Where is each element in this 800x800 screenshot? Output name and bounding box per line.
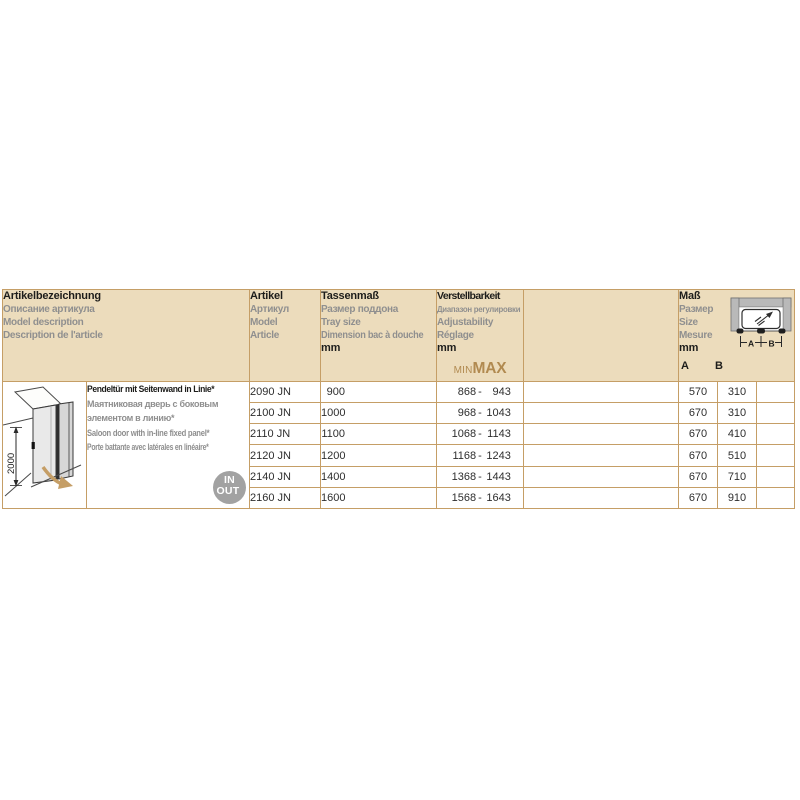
dimension-a-cell: 670: [679, 424, 718, 445]
product-drawing-cell: [3, 382, 87, 509]
door-handle: [32, 442, 35, 449]
dimension-a-cell: 670: [679, 487, 718, 508]
in-out-badge-in: IN: [223, 474, 236, 486]
dimension-a-cell: 670: [679, 445, 718, 466]
range-min: 1368: [451, 470, 477, 483]
header-cell-spacer: [524, 290, 679, 382]
article-number: 2120 JN: [250, 449, 291, 462]
article-cell: [250, 382, 321, 403]
dimension-b-cell: 710: [718, 466, 757, 487]
size-subcolumn-labels: [679, 356, 794, 374]
article-cell: [250, 466, 321, 487]
dimension-b-cell: 910: [718, 487, 757, 508]
table-header: [3, 290, 795, 382]
spacer-cell: [524, 466, 679, 487]
header-description-fr: Description de l'article: [3, 330, 103, 341]
header-size-en: Size: [679, 317, 698, 328]
table-body: [3, 382, 795, 509]
dimension-a-label: A: [748, 338, 755, 349]
product-name-ru: Маятниковая дверь с боковым элементом в линию*: [87, 398, 219, 423]
header-adjust-de: Verstellbarkeit: [437, 290, 500, 302]
header-article-ru: Артикул: [250, 304, 289, 315]
article-number: 2160 JN: [250, 491, 291, 504]
adjustability-cell: [437, 487, 524, 508]
dimension-b-cell: 310: [718, 382, 757, 403]
header-description-en: Model description: [3, 317, 84, 328]
range-max: 1643: [486, 491, 511, 504]
range-separator: -: [478, 386, 482, 399]
range-min: 1568: [451, 491, 477, 504]
tray-size-value: 1200: [321, 449, 346, 462]
plan-wall-top: [731, 298, 791, 307]
in-out-badge: [213, 471, 246, 504]
article-cell: [250, 403, 321, 424]
header-tray-en: Tray size: [321, 317, 361, 328]
header-cell-tray-size: [321, 290, 437, 382]
range-separator: -: [478, 470, 482, 483]
tray-size-value: 1000: [321, 407, 346, 420]
article-number: 2140 JN: [250, 470, 291, 483]
range-max: 1243: [486, 449, 511, 462]
header-row: [3, 290, 795, 382]
dimension-b-cell: 510: [718, 445, 757, 466]
tray-size-cell: [321, 445, 437, 466]
plan-dimension-lines: [741, 336, 782, 347]
end-spacer-cell: [757, 445, 795, 466]
header-adjust-ru: Диапазон регулировки: [437, 304, 521, 314]
range-min: 968: [457, 407, 477, 420]
article-number: 2100 JN: [250, 407, 291, 420]
end-spacer-cell: [757, 424, 795, 445]
min-max-label: [437, 360, 523, 378]
header-cell-description: [3, 290, 250, 382]
tray-size-cell: [321, 424, 437, 445]
product-description-cell: [87, 382, 250, 509]
range-separator: -: [478, 449, 482, 462]
header-size-unit: mm: [679, 342, 699, 354]
product-line-drawing: [3, 382, 87, 505]
range-separator: -: [478, 491, 482, 504]
product-spec-table: [2, 289, 795, 509]
tray-size-value: 1400: [321, 470, 346, 483]
wall-line: [3, 418, 33, 425]
dimension-a-cell: 670: [679, 466, 718, 487]
product-name-en: Saloon door with in-line fixed panel*: [87, 427, 210, 438]
spacer-cell: [524, 424, 679, 445]
range-min: 868: [457, 386, 477, 399]
adjustability-cell: [437, 382, 524, 403]
dimension-a-cell: 670: [679, 403, 718, 424]
plan-tray-outline: [742, 310, 780, 329]
tray-size-value: 1100: [321, 428, 345, 441]
product-name-de: Pendeltür mit Seitenwand in Linie*: [87, 384, 215, 394]
range-min: 1068: [451, 428, 477, 441]
header-size-de: Maß: [679, 290, 701, 302]
tray-size-value: 1600: [321, 491, 346, 504]
dimension-a-cell: 570: [679, 382, 718, 403]
header-cell-article: [250, 290, 321, 382]
spacer-cell: [524, 487, 679, 508]
adjustability-cell: [437, 466, 524, 487]
adjustability-cell: [437, 424, 524, 445]
article-cell: [250, 424, 321, 445]
spacer-cell: [524, 382, 679, 403]
height-dimension-label: 2000: [6, 452, 17, 474]
header-tray-ru: Размер поддона: [321, 304, 399, 315]
tray-size-cell: [321, 466, 437, 487]
in-out-badge-out: OUT: [216, 485, 240, 497]
header-tray-unit: mm: [321, 342, 341, 354]
header-cell-adjustability: [437, 290, 524, 382]
tray-size-cell: [321, 487, 437, 508]
range-max: 943: [492, 386, 511, 399]
range-max: 1043: [486, 407, 511, 420]
adjustability-cell: [437, 445, 524, 466]
min-label: MIN: [453, 365, 473, 376]
floor-line-left: [5, 473, 31, 496]
header-tray-de: Tassenmaß: [321, 290, 379, 302]
header-adjust-fr: Réglage: [437, 330, 474, 341]
plan-wall-left: [731, 298, 739, 331]
article-number: 2110 JN: [250, 428, 291, 441]
tray-size-cell: [321, 382, 437, 403]
article-cell: [250, 445, 321, 466]
end-spacer-cell: [757, 466, 795, 487]
dimension-b-label: B: [768, 338, 775, 349]
range-max: 1443: [486, 470, 511, 483]
range-separator: -: [478, 428, 482, 441]
range-separator: -: [478, 407, 482, 420]
column-b-label: B: [714, 360, 723, 372]
header-adjust-unit: mm: [437, 342, 457, 354]
end-spacer-cell: [757, 403, 795, 424]
end-spacer-cell: [757, 487, 795, 508]
header-description-ru: Описание артикула: [3, 304, 95, 315]
table-row: [3, 382, 795, 403]
header-article-de: Artikel: [250, 290, 283, 302]
column-a-label: A: [681, 360, 689, 372]
header-size-ru: Размер: [679, 304, 714, 315]
header-cell-size: [679, 290, 795, 382]
spacer-cell: [524, 403, 679, 424]
dimension-b-cell: 410: [718, 424, 757, 445]
product-name-fr: Porte battante avec latérales en linéaire*: [87, 442, 209, 452]
article-number: 2090 JN: [250, 386, 291, 399]
end-spacer-cell: [757, 382, 795, 403]
header-size-fr: Mesure: [679, 330, 713, 341]
header-article-en: Model: [250, 317, 278, 328]
article-cell: [250, 487, 321, 508]
header-article-fr: Article: [250, 330, 280, 341]
tray-size-cell: [321, 403, 437, 424]
plan-wall-right: [783, 298, 791, 331]
tray-size-value: 900: [326, 386, 345, 399]
range-max: 1143: [487, 428, 511, 441]
header-adjust-en: Adjustability: [437, 317, 494, 328]
plan-view-diagram: [730, 297, 792, 353]
adjustability-cell: [437, 403, 524, 424]
spacer-cell: [524, 445, 679, 466]
header-description-de: Artikelbezeichnung: [3, 290, 101, 302]
max-label: MAX: [472, 360, 507, 377]
header-tray-fr: Dimension bac à douche: [321, 330, 424, 341]
fixed-side-panel: [59, 402, 73, 479]
dimension-b-cell: 310: [718, 403, 757, 424]
range-min: 1168: [452, 449, 477, 462]
